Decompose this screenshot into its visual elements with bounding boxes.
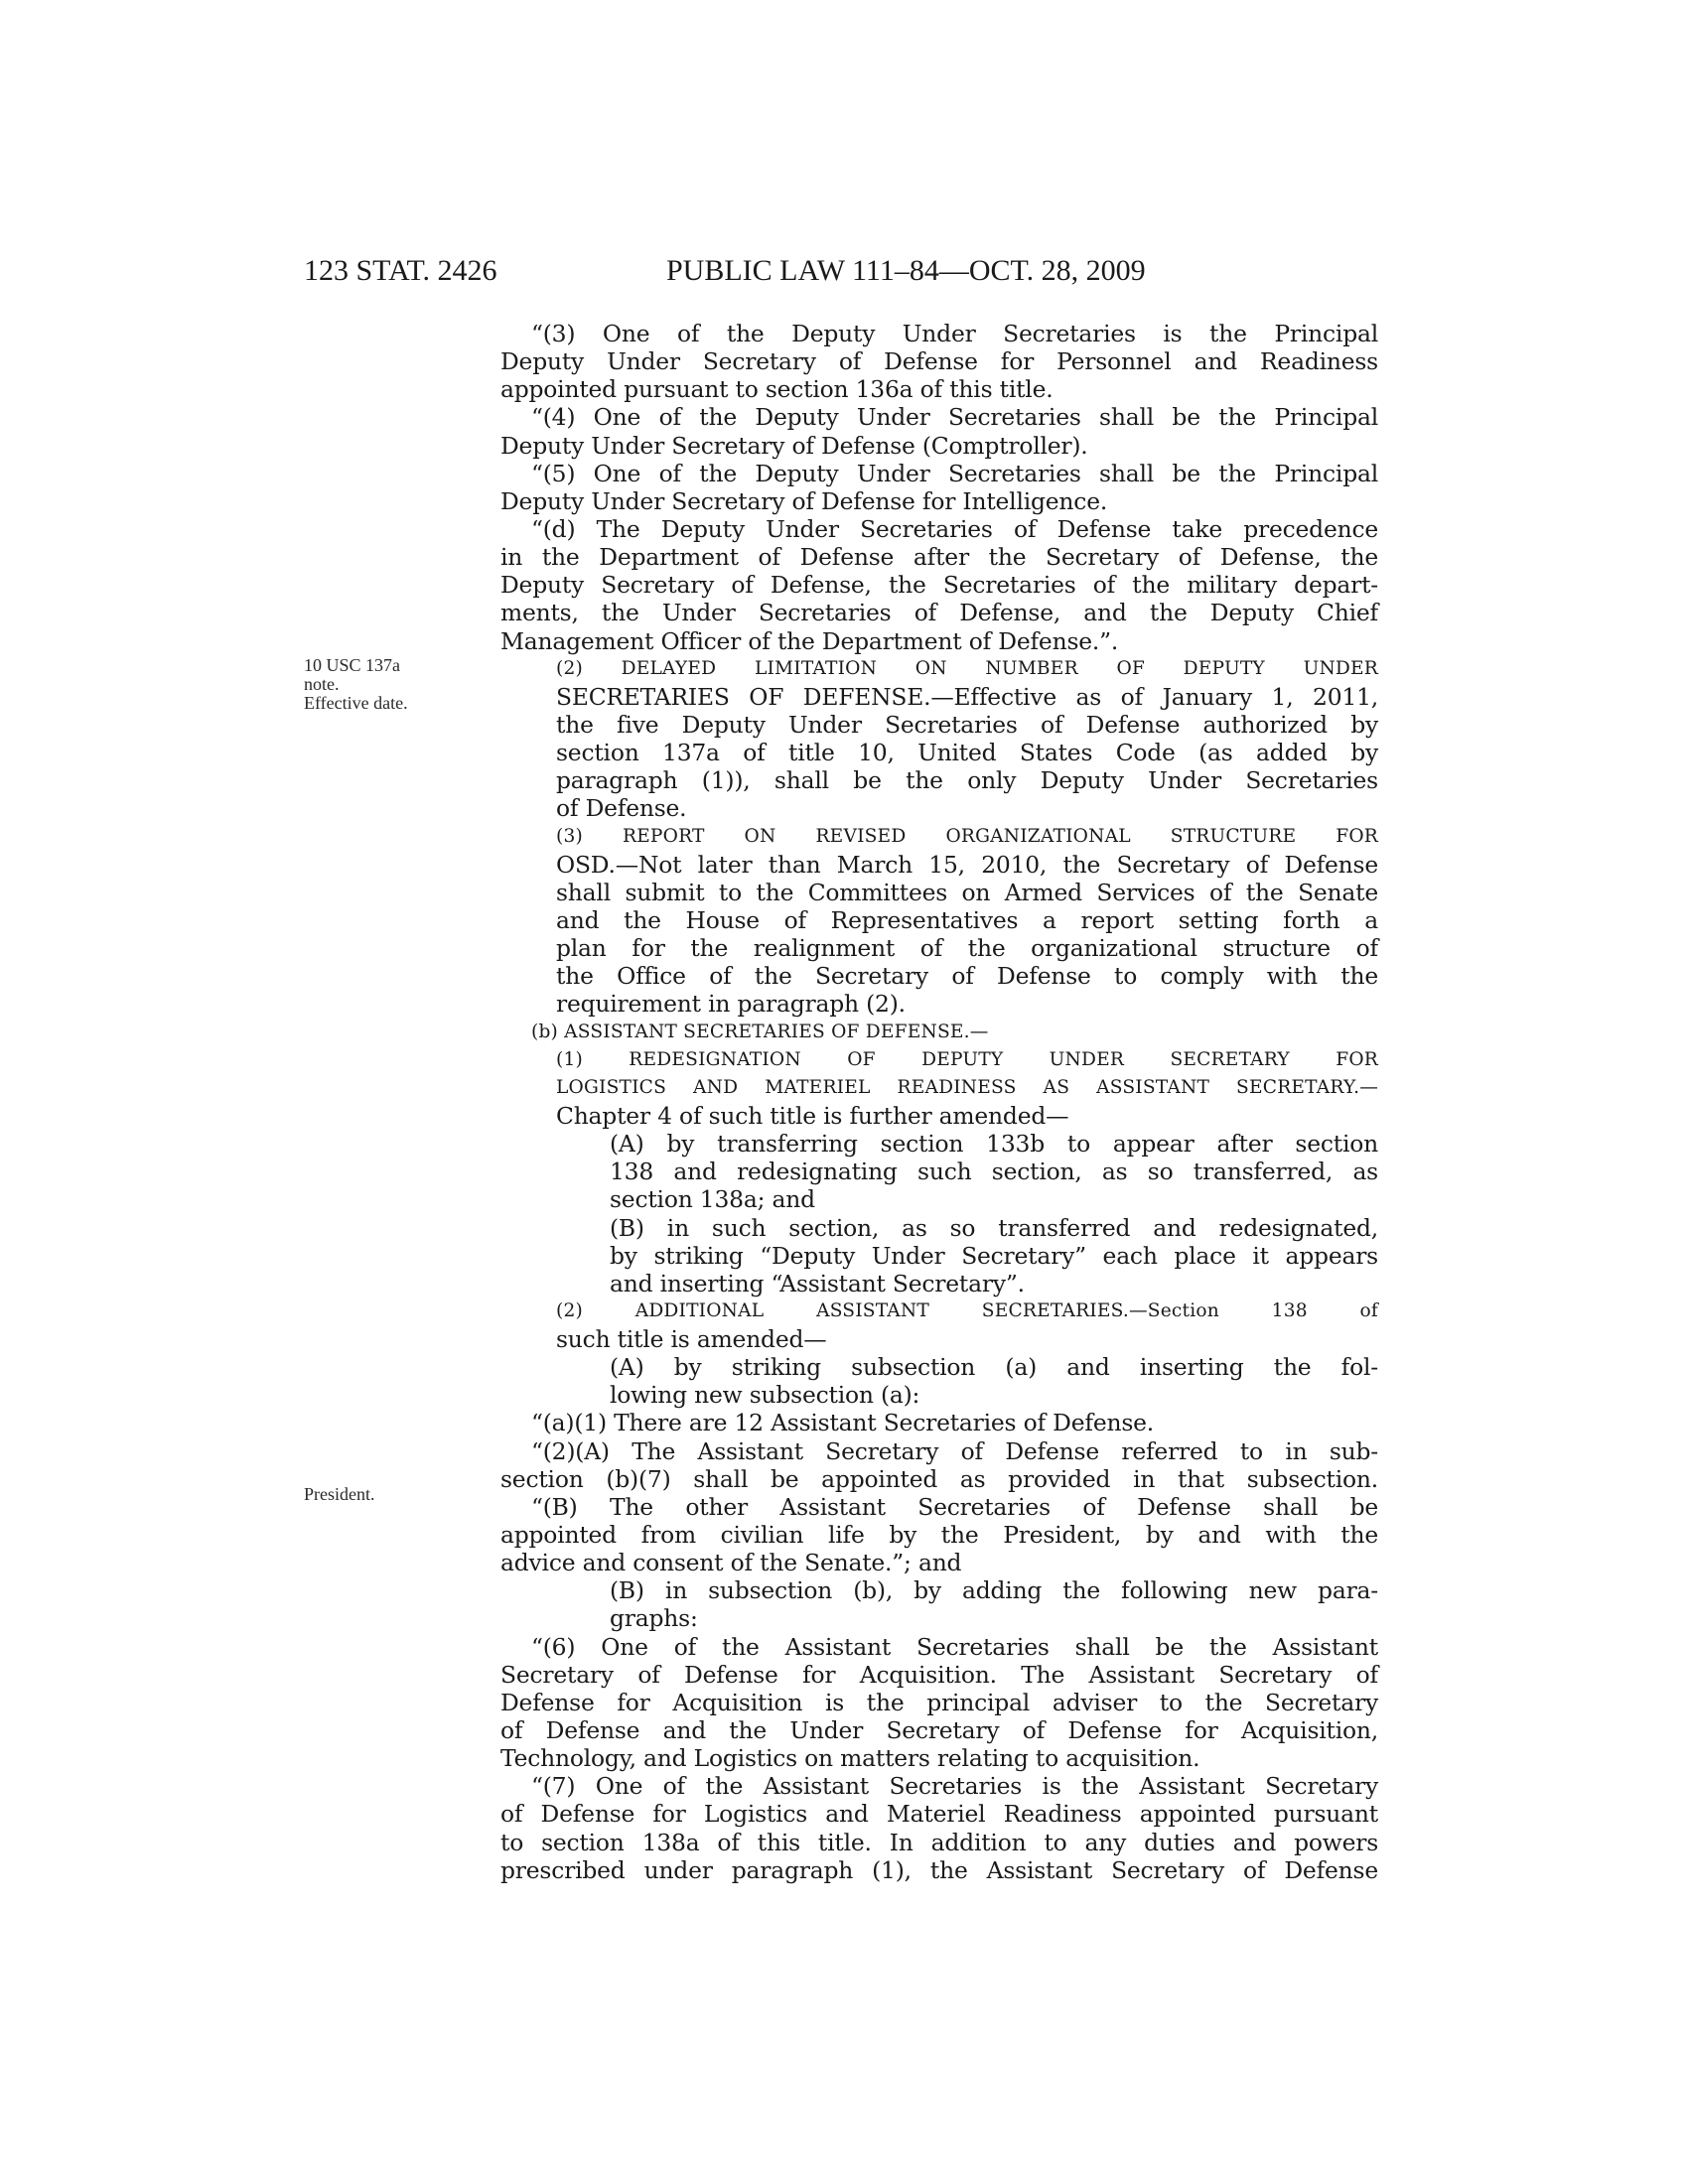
text-line: Chapter 4 of such title is further amended— — [556, 1101, 1069, 1130]
text-line: of Defense and the Under Secretary of Defense for Acquisition, — [500, 1716, 1378, 1745]
text-line: (A) by transferring section 133b to appear after section — [610, 1130, 1378, 1159]
text-line-heading: (3) REPORT ON REVISED ORGANIZATIONAL STRUCTURE FOR — [556, 825, 1378, 847]
text-line: Secretary of Defense for Acquisition. The Assistant Secretary of — [500, 1660, 1378, 1689]
text-line: to section 138a of this title. In addition to any duties and powers — [500, 1828, 1378, 1856]
text-line: “(5) One of the Deputy Under Secretaries shall be the Principal — [531, 459, 1378, 487]
text-line: “(d) The Deputy Under Secretaries of Defense take precedence — [531, 514, 1378, 543]
text-line: (B) in subsection (b), by adding the following new para- — [610, 1576, 1378, 1605]
margin-note-line: note. — [304, 674, 340, 694]
text-line: in the Department of Defense after the Secretary of Defense, the — [500, 543, 1378, 572]
text-line: Deputy Secretary of Defense, the Secretaries of the military depart- — [500, 571, 1378, 600]
text-line-heading: (1) REDESIGNATION OF DEPUTY UNDER SECRETARY FOR — [556, 1048, 1378, 1070]
margin-note-line: President. — [304, 1484, 375, 1504]
text-line: “(6) One of the Assistant Secretaries shall be the Assistant — [531, 1632, 1378, 1661]
text-line: advice and consent of the Senate.”; and — [500, 1549, 962, 1577]
text-line: Defense for Acquisition is the principal adviser to the Secretary — [500, 1688, 1378, 1716]
text-line-heading: (2) ADDITIONAL ASSISTANT SECRETARIES.—Section 138 of — [556, 1299, 1378, 1321]
text-line: “(3) One of the Deputy Under Secretaries is the Principal — [531, 320, 1378, 347]
text-line: “(4) One of the Deputy Under Secretaries shall be the Principal — [531, 403, 1378, 432]
text-line: Management Officer of the Department of Defense.”. — [500, 626, 1119, 655]
text-line: shall submit to the Committees on Armed Services of the Senate — [556, 878, 1378, 906]
text-line: requirement in paragraph (2). — [556, 990, 906, 1019]
text-line: OSD.—Not later than March 15, 2010, the Secretary of Defense — [556, 850, 1378, 879]
text-line: (A) by striking subsection (a) and inserting the fol- — [610, 1353, 1378, 1382]
text-line: and inserting “Assistant Secretary”. — [610, 1269, 1025, 1297]
text-line: ments, the Under Secretaries of Defense, and the Deputy Chief — [500, 599, 1378, 627]
text-line: “(a)(1) There are 12 Assistant Secretaries of Defense. — [531, 1409, 1155, 1437]
margin-note-line: 10 USC 137a — [304, 655, 401, 675]
text-line-heading: LOGISTICS AND MATERIEL READINESS AS ASSISTANT SECRETARY.— — [556, 1076, 1378, 1098]
text-line: of Defense for Logistics and Materiel Readiness appointed pursuant — [500, 1800, 1378, 1829]
text-line: the five Deputy Under Secretaries of Defense authorized by — [556, 710, 1378, 739]
text-line-heading: (2) DELAYED LIMITATION ON NUMBER OF DEPUTY UNDER — [556, 657, 1378, 679]
text-line: the Office of the Secretary of Defense to comply with the — [556, 962, 1378, 991]
text-line: paragraph (1)), shall be the only Deputy Under Secretaries — [556, 766, 1378, 795]
text-line: by striking “Deputy Under Secretary” each place it appears — [610, 1241, 1378, 1270]
text-line: prescribed under paragraph (1), the Assistant Secretary of Defense — [500, 1855, 1378, 1884]
running-head: PUBLIC LAW 111–84—OCT. 28, 2009 — [666, 254, 1146, 287]
statute-body — [500, 320, 1378, 1884]
page-header — [0, 253, 1688, 293]
text-line: lowing new subsection (a): — [610, 1381, 920, 1410]
text-line: “(7) One of the Assistant Secretaries is the Assistant Secretary — [531, 1772, 1378, 1801]
text-line: plan for the realignment of the organizational structure of — [556, 934, 1378, 963]
text-line: graphs: — [610, 1604, 698, 1633]
margin-note-president — [304, 1485, 463, 1504]
statute-page-citation: 123 STAT. 2426 — [304, 254, 497, 287]
text-line: Deputy Under Secretary of Defense for Intelligence. — [500, 486, 1108, 515]
text-line: SECRETARIES OF DEFENSE.—Effective as of January 1, 2011, — [556, 682, 1378, 711]
text-line: section 137a of title 10, United States Code (as added by — [556, 739, 1378, 767]
text-line: 138 and redesignating such section, as so transferred, as — [610, 1158, 1378, 1186]
text-line: of Defense. — [556, 794, 687, 823]
text-line: Technology, and Logistics on matters relating to acquisition. — [500, 1744, 1200, 1773]
text-line: appointed from civilian life by the President, by and with the — [500, 1521, 1378, 1550]
text-line: Deputy Under Secretary of Defense (Comptroller). — [500, 431, 1088, 460]
text-line: Deputy Under Secretary of Defense for Personnel and Readiness — [500, 347, 1378, 376]
text-line-heading: (b) ASSISTANT SECRETARIES OF DEFENSE.— — [531, 1021, 989, 1042]
text-line: and the House of Representatives a report setting forth a — [556, 905, 1378, 934]
text-line: (B) in such section, as so transferred and redesignated, — [610, 1213, 1378, 1242]
text-line: section (b)(7) shall be appointed as provided in that subsection. — [500, 1464, 1378, 1493]
text-line: section 138a; and — [610, 1185, 815, 1214]
margin-note-line: Effective date. — [304, 693, 408, 713]
text-line: “(2)(A) The Assistant Secretary of Defense referred to in sub- — [531, 1436, 1378, 1465]
margin-note-usc — [304, 656, 463, 713]
text-line: appointed pursuant to section 136a of this title. — [500, 375, 1054, 404]
text-line: such title is amended— — [556, 1325, 827, 1354]
text-line: “(B) The other Assistant Secretaries of Defense shall be — [531, 1492, 1378, 1521]
